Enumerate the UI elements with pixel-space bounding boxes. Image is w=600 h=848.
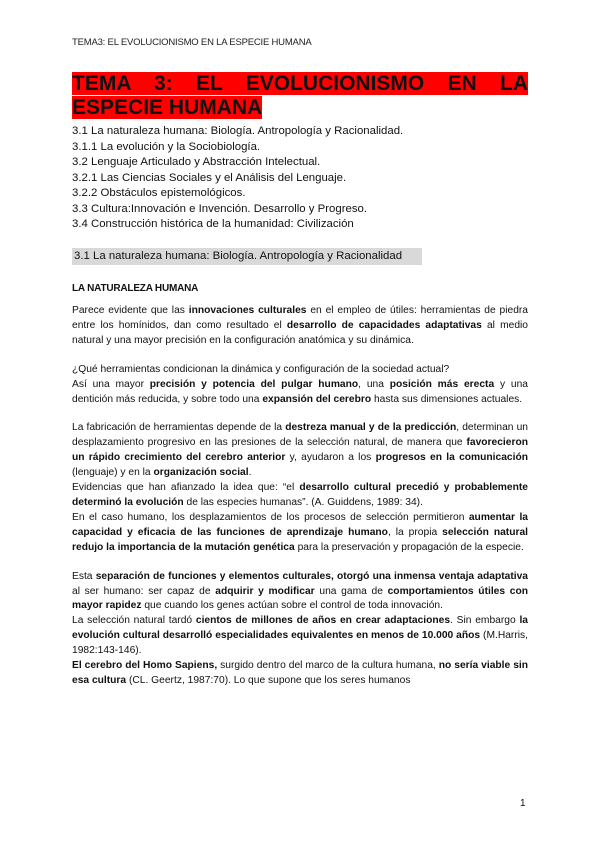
document-title — [72, 72, 528, 120]
title-highlight: TEMA 3: EL EVOLUCIONISMO EN LA ESPECIE HUMANA — [72, 72, 528, 119]
running-header: TEMA3: EL EVOLUCIONISMO EN LA ESPECIE HUMANA — [72, 37, 312, 48]
text-run: Parece evidente que las — [72, 305, 189, 316]
text-run: hasta sus dimensiones actuales. — [371, 393, 523, 405]
bold-text: desarrollo de capacidades adaptativas — [286, 319, 482, 331]
text-run: Evidencias que han afianzado la idea que: “el — [72, 482, 300, 494]
text-run: (lenguaje) y en la — [72, 467, 154, 479]
text-run: y una dentición más reducida, y sobre todo una — [72, 378, 528, 405]
text-run: de las especies humanas”. (A. Guiddens, 1989: 34). — [183, 496, 423, 508]
text-run: , determinan un desplazamiento progresivo en las presiones de la selección natural, de manera que — [72, 422, 528, 449]
text-run: surgido dentro del marco de la cultura humana, — [217, 660, 439, 672]
text-run: , la propia — [387, 526, 443, 538]
body-paragraph — [72, 363, 528, 378]
bold-text: progresos en la comunicación — [375, 452, 528, 464]
section-heading-text: 3.1 La naturaleza humana: Biología. Antropología y Racionalidad — [74, 250, 403, 262]
bold-text: selección natural redujo la importancia de la mutación genética — [72, 526, 528, 553]
body-paragraph — [72, 378, 528, 408]
text-run: , una — [358, 378, 390, 390]
text-run: La fabricación de herramientas depende de la — [72, 422, 286, 434]
text-run: al medio natural y una mayor precisión en la configuración anatómica y su dinámica. — [72, 319, 528, 346]
subheading: LA NATURALEZA HUMANA — [72, 283, 199, 294]
text-run: para la preservación y propagación de la especie. — [294, 541, 524, 553]
body-paragraph — [72, 421, 528, 481]
paragraph-gap — [72, 349, 528, 363]
toc-item: 3.3 Cultura:Innovación e Invención. Desarrollo y Progreso. — [72, 202, 368, 215]
body-paragraph — [72, 570, 528, 615]
body-text — [72, 304, 528, 689]
bold-text: innovaciones culturales — [188, 305, 307, 316]
text-run: En el caso humano, los desplazamientos de los procesos de selección permitieron — [72, 511, 469, 523]
bold-text: desarrollo cultural precedió y probablemente determinó la evolución — [72, 482, 528, 508]
bold-text: separación de funciones y elementos culturales, otorgó una inmensa ventaja adaptativa — [95, 570, 529, 582]
text-run: una gama de — [314, 585, 388, 597]
toc-item: 3.1.1 La evolución y la Sociobiología. — [72, 140, 261, 153]
text-run: al ser humano: ser capaz de — [72, 585, 216, 597]
page-number: 1 — [520, 798, 526, 809]
body-paragraph — [72, 511, 528, 556]
text-run: Esta — [72, 570, 96, 582]
body-paragraph — [72, 659, 528, 689]
toc-item: 3.2.1 Las Ciencias Sociales y el Análisis del Lenguaje. — [72, 171, 347, 184]
toc-item: 3.1 La naturaleza humana: Biología. Antropología y Racionalidad. — [72, 125, 404, 137]
bold-text: organización social — [153, 467, 249, 479]
text-run: que cuando los genes actúan sobre el control de toda innovación. — [141, 600, 443, 612]
section-heading — [72, 248, 422, 265]
bold-text: destreza manual y de la predicción — [285, 422, 457, 434]
text-run: (CL. Geertz, 1987:70). Lo que supone que los seres humanos — [126, 674, 411, 686]
bold-text: la evolución cultural desarrolló especialidades equivalentes en menos de 10.000 años — [72, 615, 528, 642]
text-run: ¿Qué herramientas condicionan la dinámica y configuración de la sociedad actual? — [72, 363, 450, 375]
toc-item: 3.2.2 Obstáculos epistemológicos. — [72, 187, 246, 199]
bold-text: expansión del cerebro — [262, 393, 372, 405]
bold-text: no sería viable sin esa cultura — [72, 660, 528, 686]
body-paragraph — [72, 614, 528, 659]
bold-text: El cerebro del Homo Sapiens, — [72, 660, 218, 672]
toc-item: 3.2 Lenguaje Articulado y Abstracción Intelectual. — [72, 156, 321, 168]
paragraph-gap — [72, 556, 528, 570]
bold-text: adquirir y modificar — [215, 585, 315, 597]
body-paragraph — [72, 304, 528, 349]
bold-text: aumentar la capacidad y eficacia de las funciones de aprendizaje humano — [72, 511, 528, 538]
toc-item: 3.4 Construcción histórica de la humanidad: Civilización — [72, 218, 354, 230]
text-run: (M.Harris, 1982:143-146). — [72, 630, 529, 657]
text-run: . Sin embargo — [450, 615, 520, 627]
bold-text: posición más erecta — [389, 378, 495, 390]
text-run: La selección natural tardó — [72, 615, 196, 627]
body-paragraph — [72, 481, 528, 511]
bold-text: comportamientos útiles con mayor rapidez — [72, 585, 528, 612]
text-run: . — [248, 467, 252, 479]
table-of-contents — [72, 124, 528, 233]
bold-text: favorecieron un rápido crecimiento del cerebro anterior — [72, 437, 528, 464]
bold-text: cientos de millones de años en crear adaptaciones — [195, 615, 451, 627]
text-run: y, ayudaron a los — [285, 452, 376, 464]
text-run: Así una mayor — [72, 378, 150, 390]
text-run: en el empleo de útiles: herramientas de piedra entre los homínidos, dan como resultado el — [72, 305, 529, 331]
bold-text: precisión y potencia del pulgar humano — [149, 378, 359, 390]
paragraph-gap — [72, 407, 528, 421]
